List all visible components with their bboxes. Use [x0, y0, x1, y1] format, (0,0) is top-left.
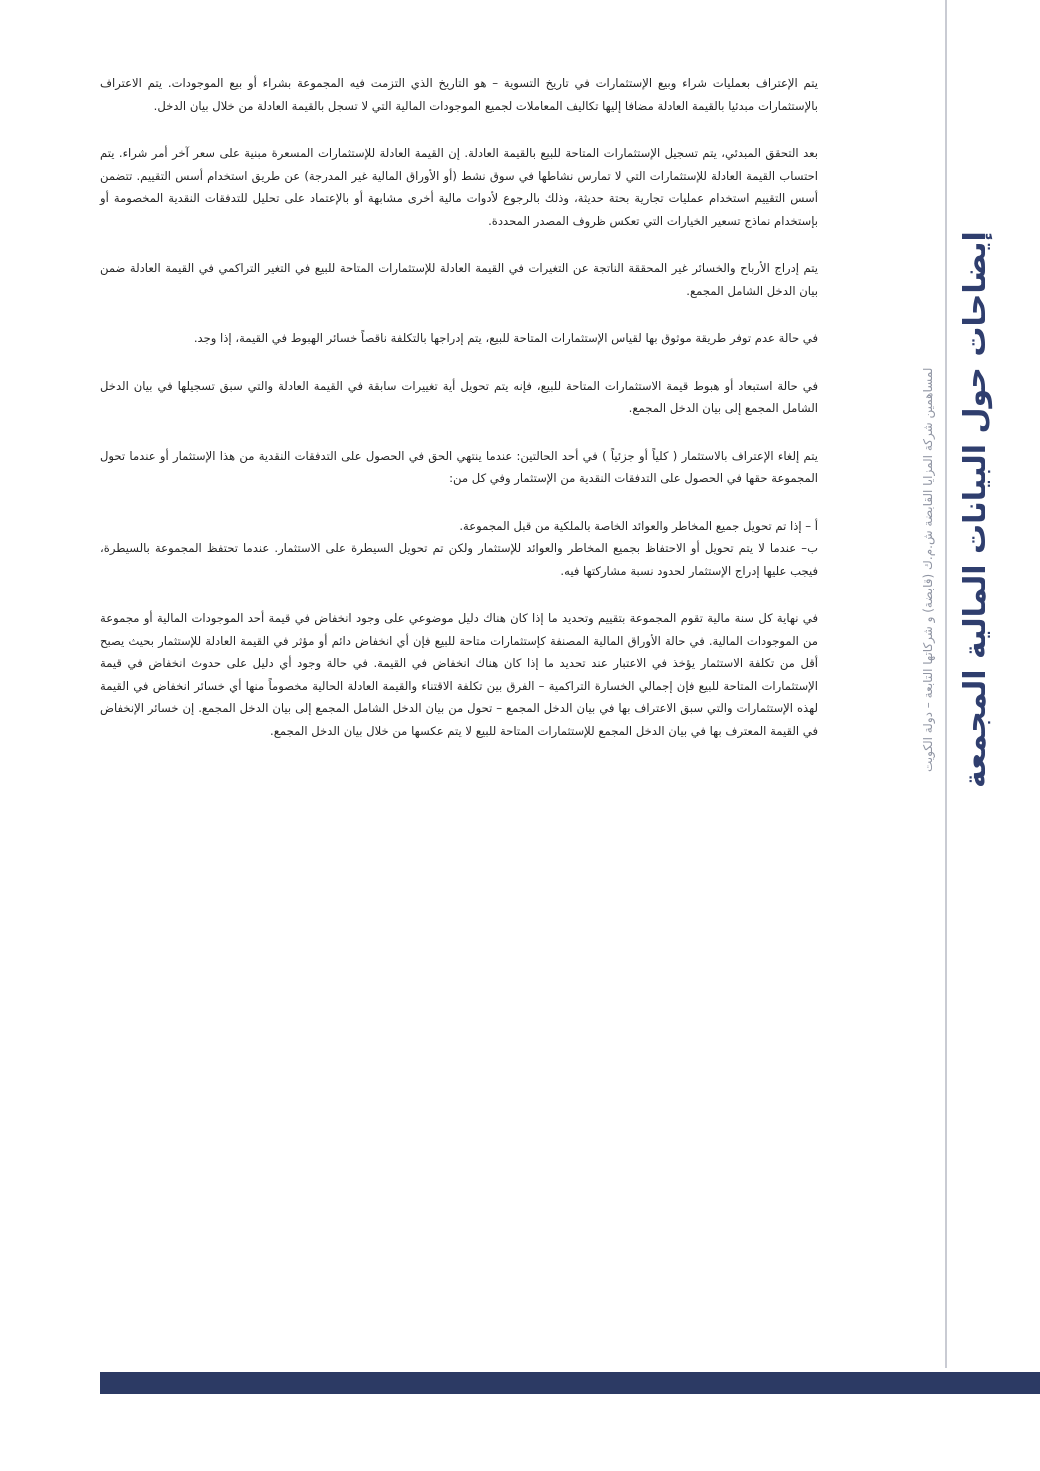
footer-bar — [100, 1372, 1040, 1394]
notes-body — [100, 72, 818, 767]
paragraph-settlement-date: يتم الإعتراف بعمليات شراء وبيع الإستثمارات في تاريخ التسوية – هو التاريخ الذي التزمت فيه المجموعة بشراء أو بيع الموجودات. يتم الاعتراف بالإستثمارات مبدئيا بالقيمة العادلة مضافا إليها تكاليف المعاملات لجميع الموجودات المالية التي لا تسجل بالقيمة العادلة من خلال بيان الدخل. — [100, 76, 818, 113]
list-item-a: أ – إذا تم تحويل جميع المخاطر والعوائد الخاصة بالملكية من قبل المجموعة. — [459, 518, 818, 533]
vertical-divider — [945, 0, 947, 1368]
paragraph-disposal-impairment: في حالة استبعاد أو هبوط قيمة الاستثمارات المتاحة للبيع، فإنه يتم تحويل أية تغييرات سابقة في القيمة العادلة والتي سبق تسجيلها في بيان الدخل الشامل المجمع إلى بيان الدخل المجمع. — [100, 378, 818, 415]
paragraph-derecognition: يتم إلغاء الإعتراف بالاستثمار ( كلياً أو جزئياً ) في أحد الحالتين: عندما ينتهي الحق في الحصول على التدفقات النقدية من هذا الإستثمار أو عندما تحول المجموعة حقها في الحصول على التدفقات النقدية من الإستثمار وفي كل من: — [100, 448, 818, 485]
paragraph-unrealized-gains: يتم إدراج الأرباح والخسائر غير المحققة الناتجة عن التغيرات في القيمة العادلة للإستثمارات المتاحة للبيع في التغير التراكمي في القيمة العادلة ضمن بيان الدخل الشامل المجمع. — [100, 261, 818, 298]
paragraph-fair-value-measurement: بعد التحقق المبدئي، يتم تسجيل الإستثمارات المتاحة للبيع بالقيمة العادلة. إن القيمة العادلة للإستثمارات المسعرة مبنية على سعر آخر أمر شراء. يتم احتساب القيمة العادلة للإستثمارات التي لا تمارس نشاطها في سوق نشط (أو الأوراق المالية غير المدرجة) عن طريق استخدام أسس التقييم. تتضمن أسس التقييم استخدام عمليات تجارية بحتة حديثة، وذلك بالرجوع لأدوات مالية أخرى مشابهة أو بالإعتماد على تحليل للتدفقات النقدية المخصومة أو بإستخدام نماذج تسعير الخيارات التي تعكس ظروف المصدر المحددة. — [100, 146, 818, 228]
paragraph-impairment-assessment: في نهاية كل سنة مالية تقوم المجموعة بتقييم وتحديد ما إذا كان هناك دليل موضوعي على وجود انخفاض في قيمة أحد الموجودات المالية أو مجموعة من الموجودات المالية. في حالة الأوراق المالية المصنفة كإستثمارات متاحة للبيع فإن أي انخفاض دائم أو مؤثر في القيمة العادلة للإستثمار بحيث يصبح أقل من تكلفة الاستثمار يؤخذ في الاعتبار عند تحديد ما إذا كان هناك انخفاض في القيمة. في حالة وجود أي دليل على حدوث انخفاض في قيمة الإستثمارات المتاحة للبيع فإن إجمالي الخسارة التراكمية – الفرق بين تكلفة الاقتناء والقيمة العادلة الحالية مخصوماً منها أي خسائر انخفاض في القيمة لهذه الإستثمارات والتي سبق الاعتراف بها في بيان الدخل المجمع – تحول من بيان الدخل الشامل المجمع إلى بيان الدخل المجمع. إن خسائر الإنخفاض في القيمة المعترف بها في بيان الدخل المجمع للإستثمارات المتاحة للبيع لا يتم عكسها من خلال بيان الدخل المجمع. — [100, 611, 818, 738]
paragraph-cost-basis: في حالة عدم توفر طريقة موثوق بها لقياس الإستثمارات المتاحة للبيع، يتم إدراجها بالتكلفة ناقصاً خسائر الهبوط في القيمة، إذا وجد. — [193, 331, 818, 345]
sidebar-subtitle: لمساهمين شركة المزايا القابضة ش.م.ك (قابضة) و شركاتها التابعة – دولة الكويت — [921, 367, 935, 772]
sidebar-title: إيضاحات حول البيانات المالية المجمعة — [958, 231, 993, 788]
list-item-b: ب– عندما لا يتم تحويل أو الاحتفاظ بجميع المخاطر والعوائد للإستثمار ولكن تم تحويل السيطرة على الاستثمار. عندما تحتفظ المجموعة بالسيطرة، فيجب عليها إدراج الإستثمار لحدود نسبة مشاركتها فيه. — [100, 541, 818, 578]
